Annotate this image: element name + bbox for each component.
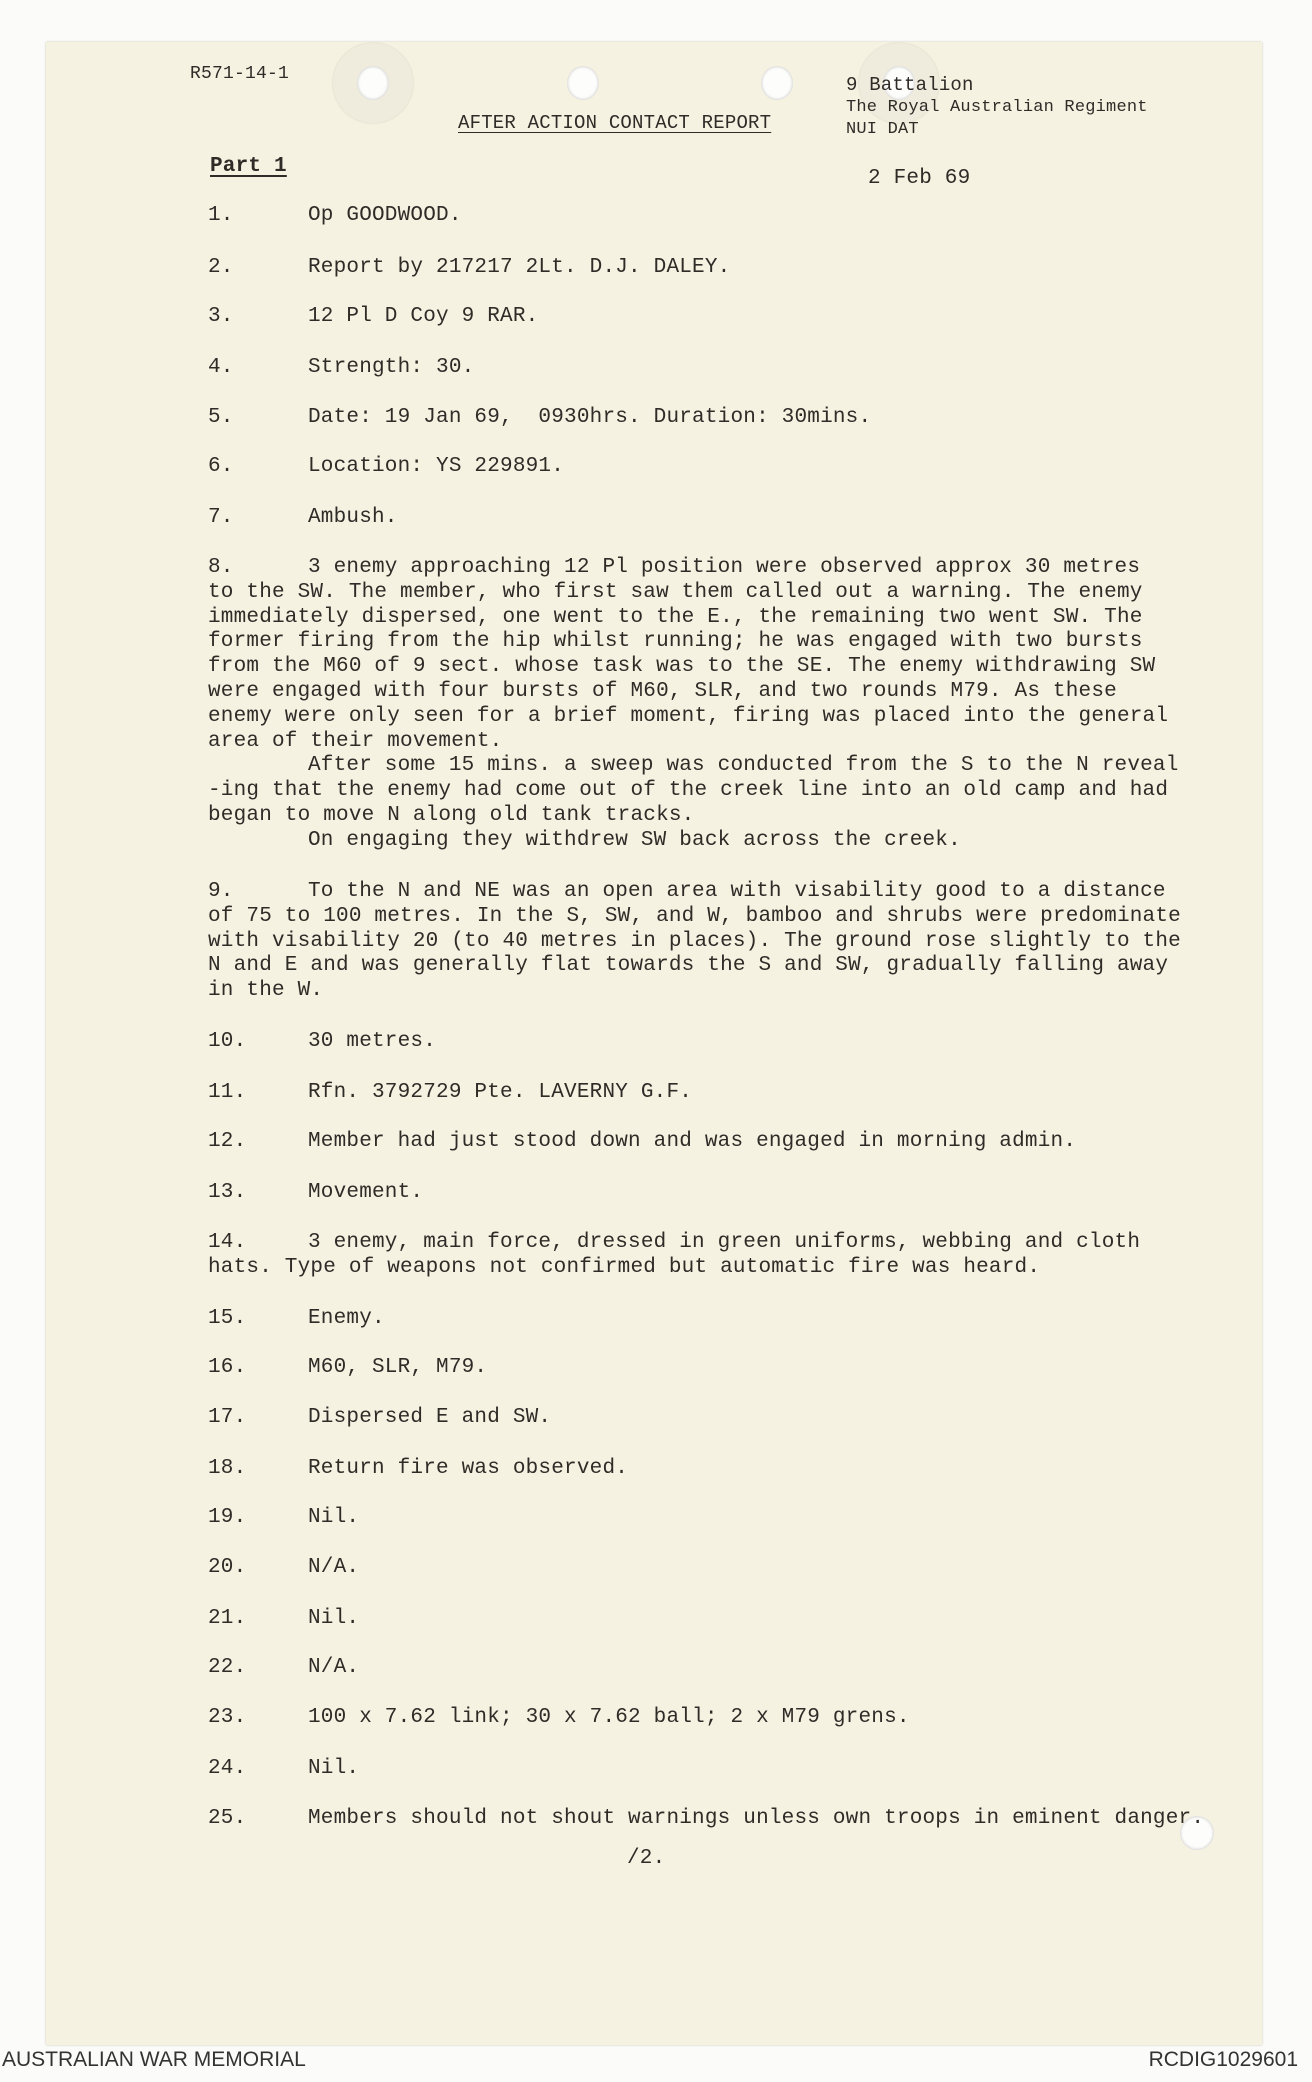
report-date: 2 Feb 69 (868, 167, 971, 190)
item-number: 19. (208, 1506, 247, 1529)
item-number: 1. (208, 204, 234, 227)
item-number: 2. (208, 256, 234, 279)
paragraph-line: to the SW. The member, who first saw them called out a warning. The enemy (208, 580, 1143, 604)
item-number: 12. (208, 1130, 247, 1153)
item-number: 16. (208, 1356, 247, 1379)
paragraph-line: area of their movement. (208, 729, 503, 753)
item-number: 4. (208, 356, 234, 379)
report-item-19: Nil. (308, 1506, 360, 1529)
item-number: 8. (208, 556, 234, 579)
report-item-17: Dispersed E and SW. (308, 1406, 552, 1429)
document-title: AFTER ACTION CONTACT REPORT (458, 112, 772, 134)
item-number: 15. (208, 1307, 247, 1330)
paragraph-line: enemy were only seen for a brief moment, firing was placed into the general (208, 704, 1169, 728)
item-number: 24. (208, 1757, 247, 1780)
report-item-23: 100 x 7.62 link; 30 x 7.62 ball; 2 x M79 grens. (308, 1706, 910, 1729)
report-item-3: 12 Pl D Coy 9 RAR. (308, 305, 539, 328)
paragraph-line: -ing that the enemy had come out of the creek line into an old camp and had (208, 779, 1169, 803)
item-number: 7. (208, 506, 234, 529)
report-item-24: Nil. (308, 1757, 360, 1780)
item-number: 10. (208, 1030, 247, 1053)
report-item-22: N/A. (308, 1656, 360, 1679)
punch-hole (567, 66, 599, 100)
unit-line: 9 Battalion (846, 74, 974, 96)
report-item-15: Enemy. (308, 1307, 385, 1330)
report-item-2: Report by 217217 2Lt. D.J. DALEY. (308, 256, 731, 279)
paragraph-line: immediately dispersed, one went to the E., the remaining two went SW. The (208, 605, 1143, 629)
report-item-10: 30 metres. (308, 1030, 437, 1053)
page-continuation: /2. (627, 1847, 666, 1870)
file-reference: R571-14-1 (190, 64, 290, 84)
item-number: 22. (208, 1656, 247, 1679)
report-item-16: M60, SLR, M79. (308, 1356, 488, 1379)
item-number: 21. (208, 1607, 247, 1630)
item-number: 13. (208, 1181, 247, 1204)
report-item-4: Strength: 30. (308, 356, 475, 379)
report-item-20: N/A. (308, 1556, 360, 1579)
report-item-5: Date: 19 Jan 69, 0930hrs. Duration: 30mins. (308, 406, 872, 429)
report-item-1: Op GOODWOOD. (308, 204, 462, 227)
item-number: 9. (208, 880, 234, 903)
paragraph-line: To the N and NE was an open area with visability good to a distance (308, 880, 1166, 903)
punch-hole (761, 66, 793, 100)
report-item-12: Member had just stood down and was engaged in morning admin. (308, 1130, 1077, 1153)
paragraph-line: 3 enemy approaching 12 Pl position were observed approx 30 metres (308, 556, 1141, 579)
item-number: 23. (208, 1706, 247, 1729)
unit-line: NUI DAT (846, 120, 919, 139)
item-number: 3. (208, 305, 234, 328)
report-item-6: Location: YS 229891. (308, 455, 565, 478)
report-item-11: Rfn. 3792729 Pte. LAVERNY G.F. (308, 1081, 693, 1104)
unit-line: The Royal Australian Regiment (846, 98, 1148, 117)
item-number: 20. (208, 1556, 247, 1579)
report-item-25: Members should not shout warnings unless own troops in eminent danger. (308, 1807, 1205, 1830)
report-item-9 (208, 880, 1181, 1004)
report-item-8 (208, 556, 1179, 854)
report-item-14 (208, 1231, 1168, 1281)
item-number: 14. (208, 1231, 247, 1254)
item-number: 5. (208, 406, 234, 429)
report-item-13: Movement. (308, 1181, 424, 1204)
paragraph-line: 3 enemy, main force, dressed in green uniforms, webbing and cloth (308, 1231, 1141, 1254)
item-number: 6. (208, 455, 234, 478)
report-item-21: Nil. (308, 1607, 360, 1630)
paragraph-line: were engaged with four bursts of M60, SLR, and two rounds M79. As these (208, 679, 1117, 703)
item-number: 11. (208, 1081, 247, 1104)
paragraph-line: After some 15 mins. a sweep was conducted from the S to the N reveal (308, 754, 1179, 778)
paragraph-line: with visability 20 (to 40 metres in places). The ground rose slightly to the (208, 929, 1181, 953)
punch-hole (357, 66, 389, 100)
paragraph-line: N and E and was generally flat towards the S and SW, gradually falling away (208, 954, 1169, 978)
paragraph-line: hats. Type of weapons not confirmed but automatic fire was heard. (208, 1255, 1041, 1279)
paragraph-line: former firing from the hip whilst running; he was engaged with two bursts (208, 630, 1143, 654)
part-label: Part 1 (210, 155, 287, 178)
report-item-18: Return fire was observed. (308, 1457, 629, 1480)
item-number: 25. (208, 1807, 247, 1830)
paragraph-line: of 75 to 100 metres. In the S, SW, and W, bamboo and shrubs were predominate (208, 904, 1181, 928)
footer-institution: AUSTRALIAN WAR MEMORIAL (2, 2048, 306, 2071)
report-item-7: Ambush. (308, 506, 398, 529)
paragraph-line: in the W. (208, 979, 324, 1003)
item-number: 18. (208, 1457, 247, 1480)
paragraph-line: On engaging they withdrew SW back across the creek. (308, 828, 961, 852)
footer-record-id: RCDIG1029601 (1148, 2048, 1298, 2071)
item-number: 17. (208, 1406, 247, 1429)
paragraph-line: began to move N along old tank tracks. (208, 803, 695, 827)
paragraph-line: from the M60 of 9 sect. whose task was to the SE. The enemy withdrawing SW (208, 655, 1156, 679)
